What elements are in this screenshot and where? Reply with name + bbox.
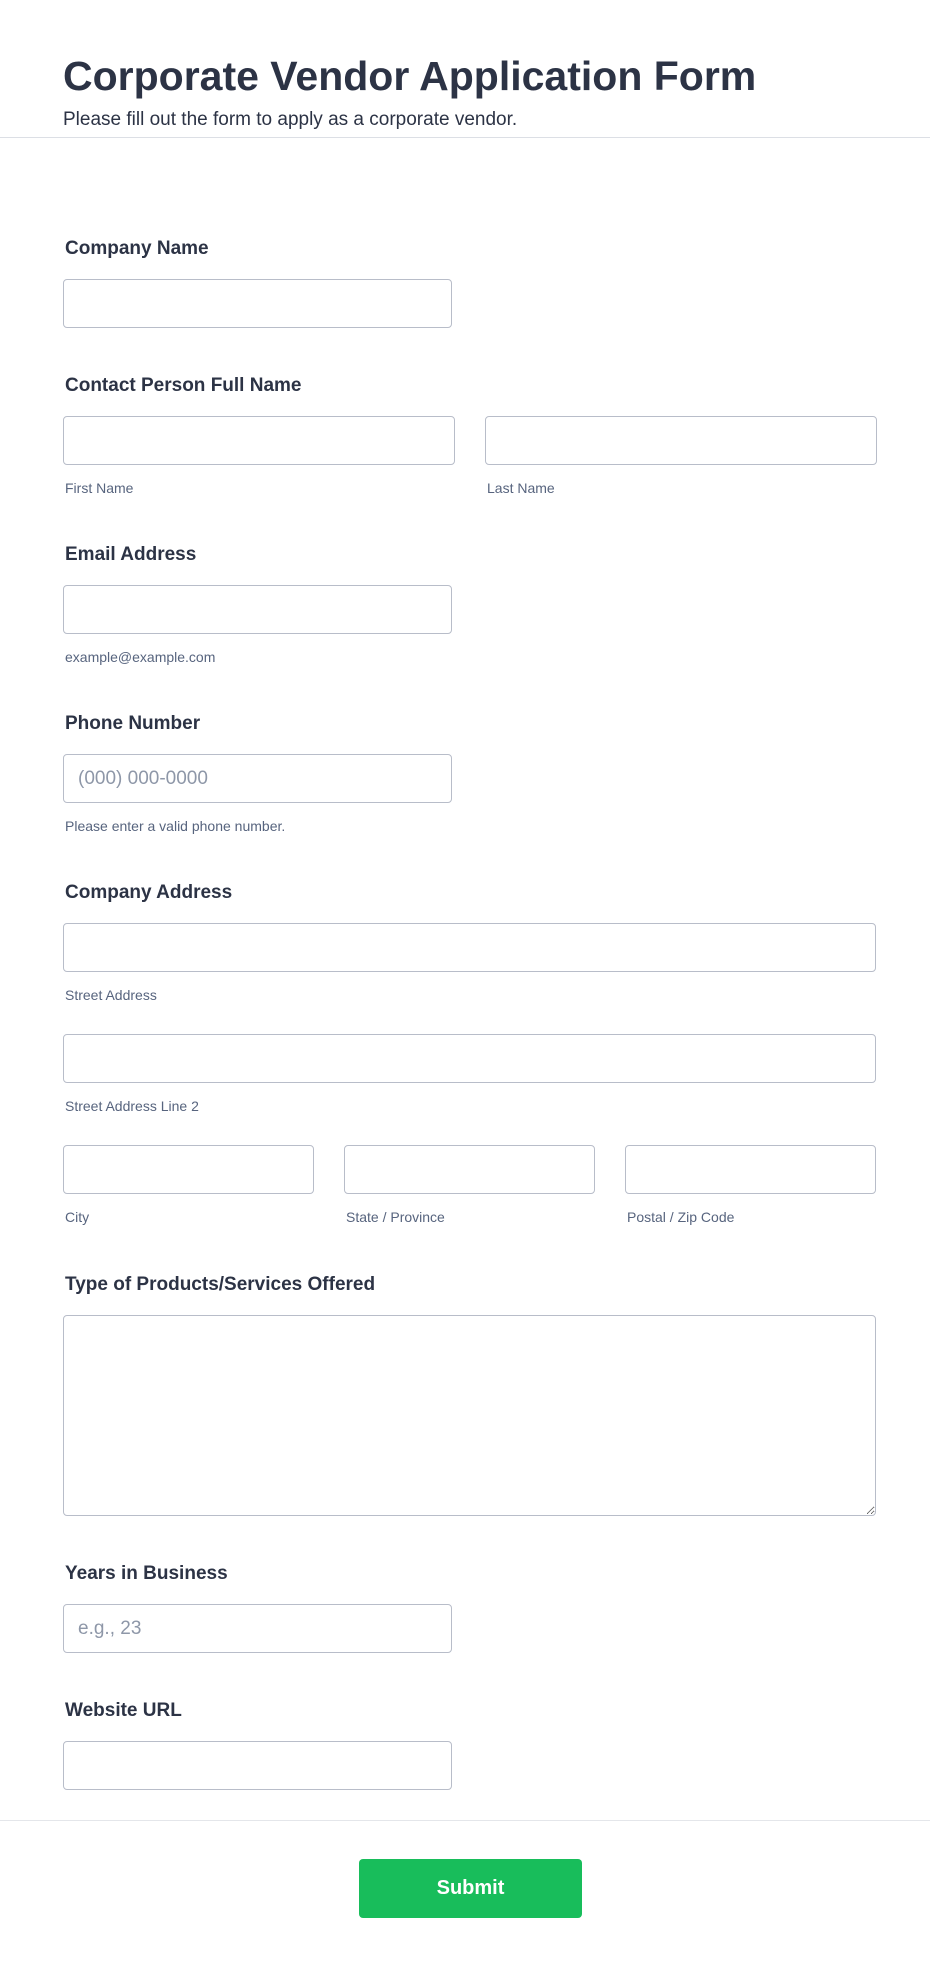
last-name-group bbox=[485, 416, 877, 497]
company-address-label: Company Address bbox=[65, 882, 233, 903]
last-name-input[interactable] bbox=[485, 416, 877, 465]
years-field bbox=[63, 1562, 452, 1653]
contact-name-row bbox=[63, 416, 877, 497]
city-sublabel: City bbox=[65, 1209, 90, 1225]
company-name-input[interactable] bbox=[63, 279, 452, 328]
email-sublabel: example@example.com bbox=[65, 649, 216, 665]
phone-input[interactable] bbox=[63, 754, 452, 803]
page-subtitle: Please fill out the form to apply as a corporate vendor. bbox=[63, 109, 518, 130]
city-group bbox=[63, 1145, 314, 1226]
street-address-sublabel: Street Address bbox=[65, 987, 157, 1003]
state-sublabel: State / Province bbox=[346, 1209, 445, 1225]
street-address-input[interactable] bbox=[63, 923, 876, 972]
last-name-sublabel: Last Name bbox=[487, 480, 555, 496]
street-address-line2-input[interactable] bbox=[63, 1034, 876, 1083]
email-label: Email Address bbox=[65, 544, 197, 565]
company-name-label: Company Name bbox=[65, 238, 209, 259]
website-input[interactable] bbox=[63, 1741, 452, 1790]
first-name-sublabel: First Name bbox=[65, 480, 134, 496]
website-field bbox=[63, 1699, 452, 1790]
company-name-field bbox=[63, 237, 452, 328]
state-input[interactable] bbox=[344, 1145, 595, 1194]
first-name-input[interactable] bbox=[63, 416, 455, 465]
contact-name-label: Contact Person Full Name bbox=[65, 375, 302, 396]
form-header bbox=[0, 0, 930, 138]
form-footer bbox=[0, 1820, 930, 1968]
years-label: Years in Business bbox=[65, 1563, 228, 1584]
city-state-zip-row bbox=[63, 1145, 876, 1226]
years-input[interactable] bbox=[63, 1604, 452, 1653]
first-name-group bbox=[63, 416, 455, 497]
state-group bbox=[344, 1145, 595, 1226]
phone-label: Phone Number bbox=[65, 713, 201, 734]
phone-field bbox=[63, 712, 452, 835]
page-title: Corporate Vendor Application Form bbox=[63, 53, 757, 99]
street-address-line2-sublabel: Street Address Line 2 bbox=[65, 1098, 199, 1114]
company-address-field bbox=[63, 881, 876, 1226]
email-input[interactable] bbox=[63, 585, 452, 634]
website-label: Website URL bbox=[65, 1700, 182, 1721]
products-field bbox=[63, 1273, 876, 1516]
products-label: Type of Products/Services Offered bbox=[65, 1274, 376, 1295]
zip-input[interactable] bbox=[625, 1145, 876, 1194]
zip-sublabel: Postal / Zip Code bbox=[627, 1209, 735, 1225]
contact-name-field bbox=[63, 374, 877, 497]
phone-sublabel: Please enter a valid phone number. bbox=[65, 818, 286, 834]
email-field bbox=[63, 543, 452, 666]
zip-group bbox=[625, 1145, 876, 1226]
submit-button[interactable]: Submit bbox=[359, 1859, 582, 1918]
products-textarea[interactable] bbox=[63, 1315, 876, 1516]
city-input[interactable] bbox=[63, 1145, 314, 1194]
